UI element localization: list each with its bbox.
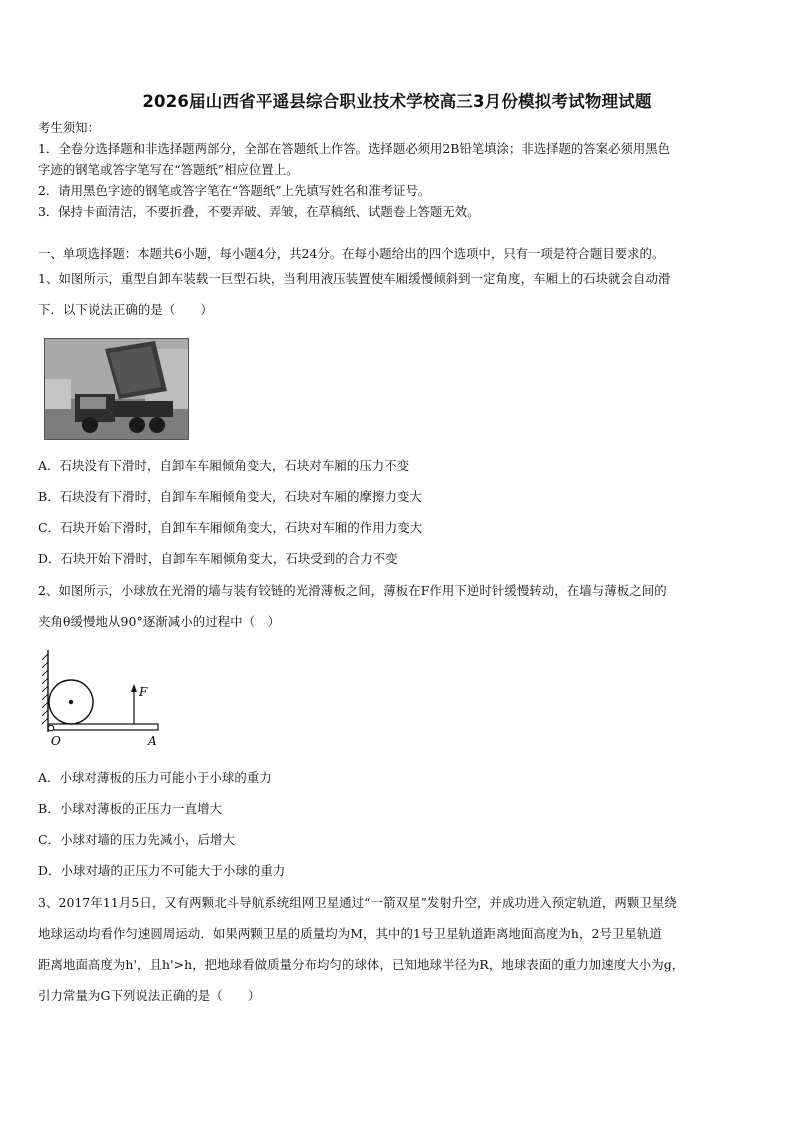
q1-option-a: A．石块没有下滑时，自卸车车厢倾角变大，石块对车厢的压力不变 — [38, 458, 410, 473]
q2-option-c: C．小球对墙的压力先减小，后增大 — [38, 832, 235, 847]
q2-stem: 2、如图所示，小球放在光滑的墙与装有铰链的光滑薄板之间，薄板在F作用下逆时针缓慢转动，在墙与薄板之间的 — [38, 583, 667, 598]
q1-option-c: C．石块开始下滑时，自卸车车厢倾角变大，石块对车厢的作用力变大 — [38, 520, 423, 535]
q3-stem: 3、2017年11月5日，又有两颗北斗导航系统组网卫星通过“一箭双星”发射升空，并成功进入预定轨道，两颗卫星绕 — [38, 895, 677, 910]
notice-item: 字迹的钢笔或答字笔写在“答题纸”相应位置上。 — [38, 162, 299, 177]
q1-option-b: B．石块没有下滑时，自卸车车厢倾角变大，石块对车厢的摩擦力变大 — [38, 489, 422, 504]
q1-stem: 下．以下说法正确的是（ ） — [38, 302, 213, 317]
physics-diagram — [38, 646, 168, 750]
force-label: F — [139, 685, 148, 699]
notice-item: 3．保持卡面清洁，不要折叠，不要弄破、弄皱，在草稿纸、试题卷上答题无效。 — [38, 204, 480, 219]
q3-stem: 引力常量为G下列说法正确的是（ ） — [38, 988, 261, 1003]
end-label: A — [148, 734, 157, 748]
page-title: 2026届山西省平遥县综合职业技术学校高三3月份模拟考试物理试题 — [142, 92, 652, 111]
section-heading: 一、单项选择题：本题共6小题，每小题4分，共24分。在每小题给出的四个选项中，只有一项是符合题目要求的。 — [38, 246, 665, 261]
q2-option-b: B．小球对薄板的正压力一直增大 — [38, 801, 223, 816]
q3-stem: 地球运动均看作匀速圆周运动．如果两颗卫星的质量均为M，其中的1号卫星轨道距离地面高度为h，2号卫星轨道 — [38, 926, 662, 941]
q2-stem: 夹角θ缓慢地从90°逐渐减小的过程中（ ） — [38, 614, 281, 629]
dump-truck-image — [45, 339, 188, 439]
q2-option-a: A．小球对薄板的压力可能小于小球的重力 — [38, 770, 272, 785]
q3-stem: 距离地面高度为h'，且h'>h，把地球看做质量分布均匀的球体，已知地球半径为R，地球表面的重力加速度大小为g， — [38, 957, 685, 972]
q1-stem: 1、如图所示，重型自卸车装载一巨型石块，当利用液压装置使车厢缓慢倾斜到一定角度，车厢上的石块就会自动滑 — [38, 271, 671, 286]
q1-option-d: D．石块开始下滑时，自卸车车厢倾角变大，石块受到的合力不变 — [38, 551, 398, 566]
q2-option-d: D．小球对墙的正压力不可能大于小球的重力 — [38, 863, 286, 878]
notice-item: 2．请用黑色字迹的钢笔或答字笔在“答题纸”上先填写姓名和准考证号。 — [38, 183, 431, 198]
pivot-label: O — [51, 734, 61, 748]
notice-item: 1．全卷分选择题和非选择题两部分，全部在答题纸上作答。选择题必须用2B铅笔填涂；非选择题的答案必须用黑色 — [38, 141, 671, 156]
notice-heading: 考生须知： — [38, 120, 100, 135]
wall-ball-plate-diagram — [38, 646, 168, 750]
dump-truck-photo — [44, 338, 189, 440]
